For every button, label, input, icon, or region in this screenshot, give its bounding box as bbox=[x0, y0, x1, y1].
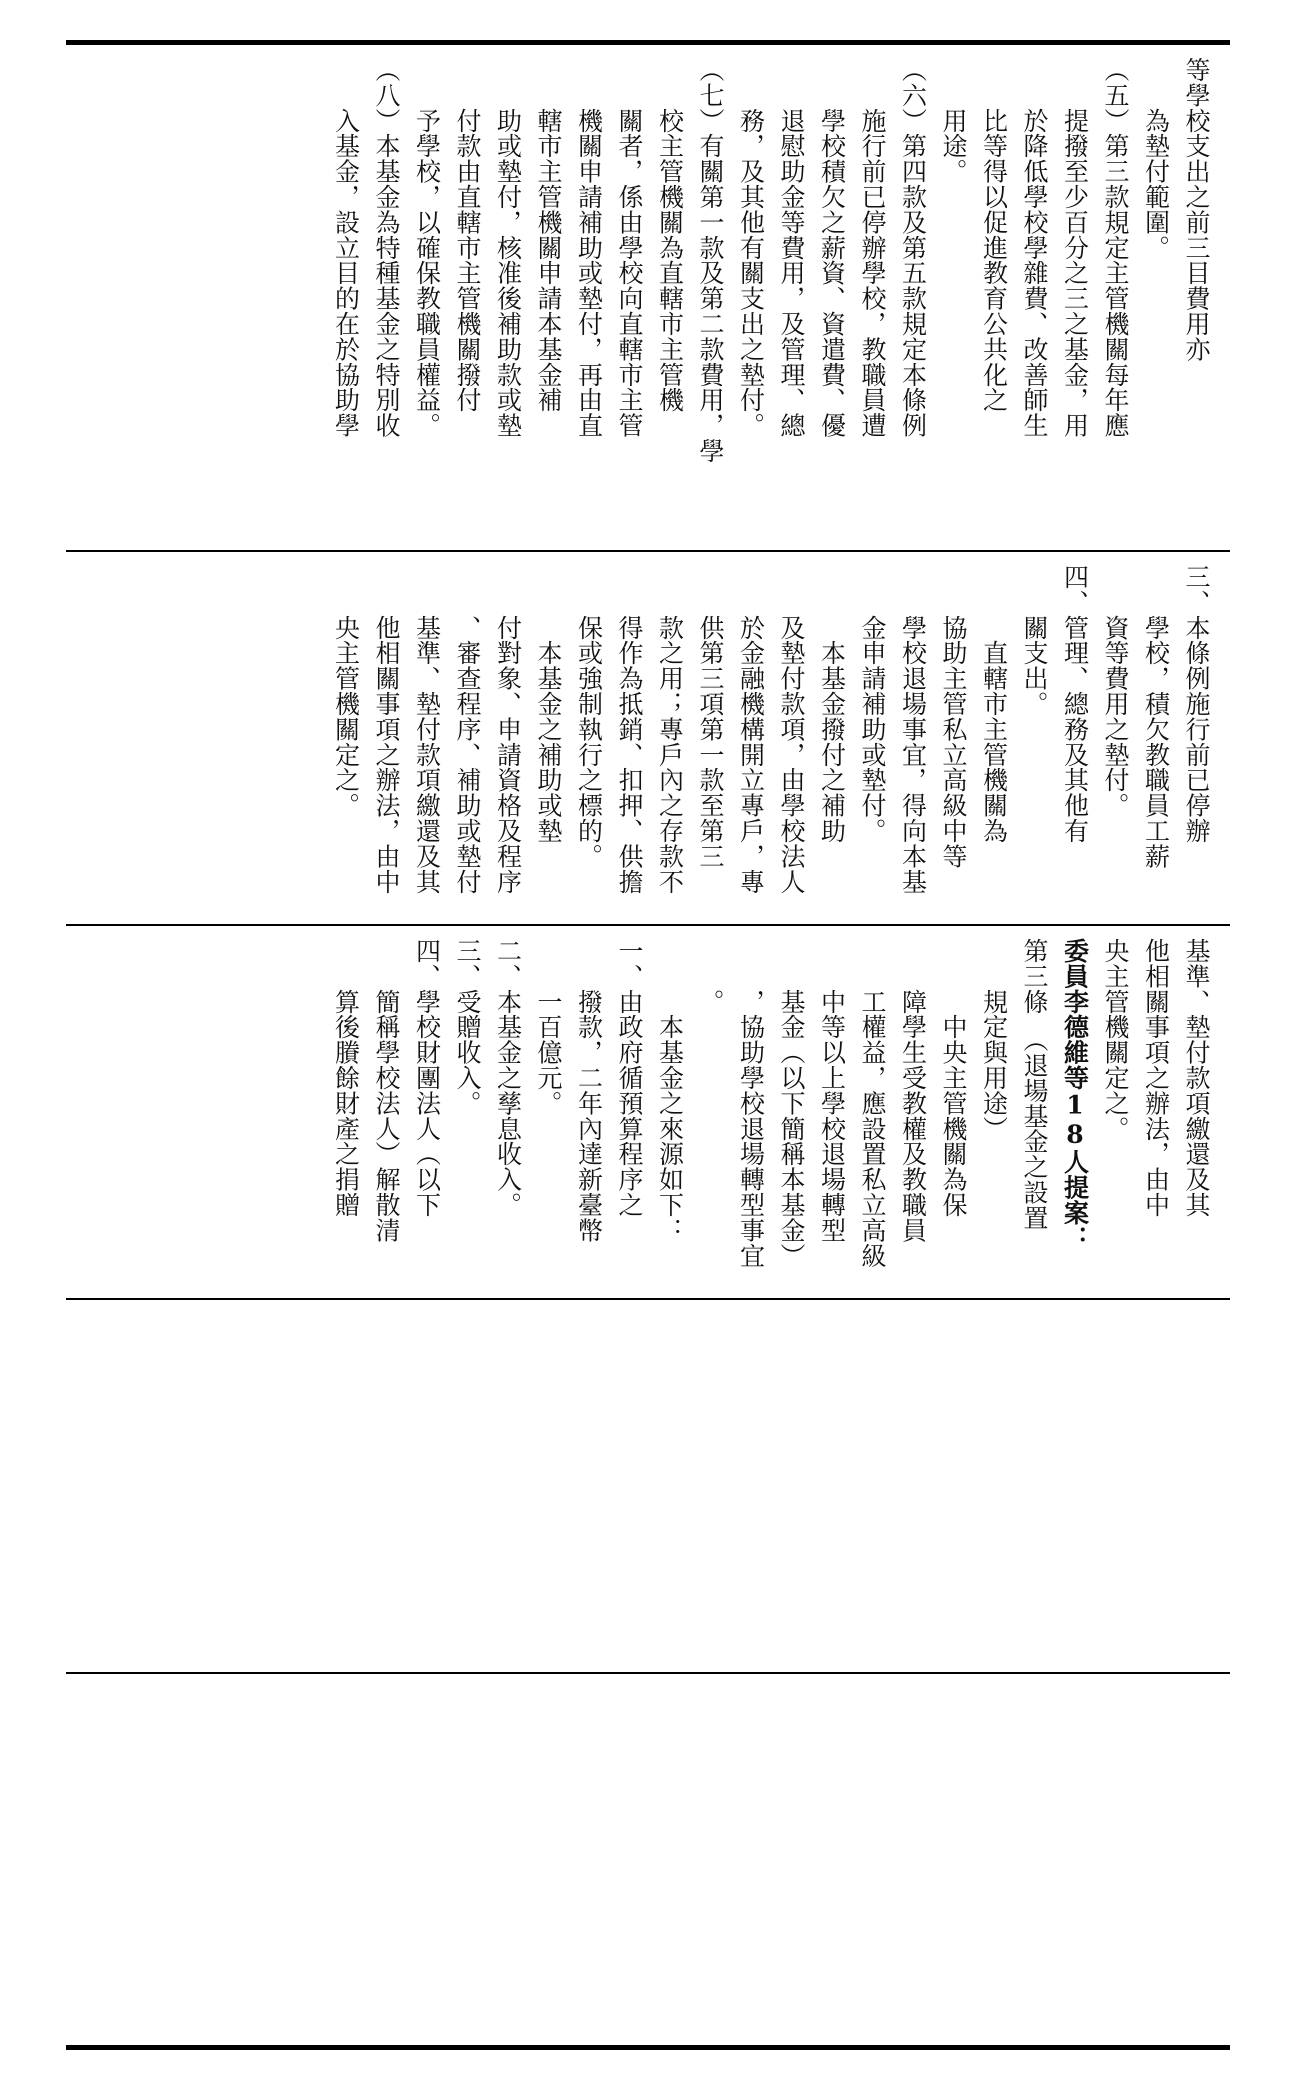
table-row bbox=[66, 552, 1230, 924]
bottom-rule bbox=[66, 2045, 1230, 2050]
text-line: 金申請補助或墊付。 bbox=[858, 564, 887, 844]
table-row bbox=[66, 45, 1230, 550]
text-line: 一、由政府循預算程序之 bbox=[615, 938, 644, 1218]
text-line: 得作為抵銷、扣押、供擔 bbox=[615, 564, 644, 895]
row-text bbox=[325, 57, 1216, 540]
text-line: 付款由直轄市主管機關撥付 bbox=[453, 57, 482, 413]
text-line: 他相關事項之辦法，由中 bbox=[1141, 938, 1171, 1218]
text-line: 學校退場事宜，得向本基 bbox=[898, 564, 928, 895]
text-line: 中等以上學校退場轉型 bbox=[817, 938, 847, 1243]
text-line: 工權益，應設置私立高級 bbox=[858, 938, 887, 1269]
text-line: 央主管機關定之。 bbox=[1101, 938, 1130, 1142]
text-line: 款之用；專戶內之存款不 bbox=[655, 564, 685, 895]
text-line: 用途。 bbox=[939, 57, 968, 184]
text-line: 本基金之補助或墊 bbox=[534, 564, 563, 844]
text-line: （七）有關第一款及第二款費用，學 bbox=[696, 57, 725, 464]
text-line: 轄市主管機關申請本基金補 bbox=[534, 57, 563, 413]
text-line: （六）第四款及第五款規定本條例 bbox=[898, 57, 928, 438]
row-text bbox=[325, 938, 1216, 1288]
text-line: 關者，係由學校向直轄市主管 bbox=[615, 57, 644, 438]
text-line: （五）第三款規定主管機關每年應 bbox=[1101, 57, 1130, 438]
text-line: 關支出。 bbox=[1020, 564, 1049, 717]
text-line: 第三條 （退場基金之設置 bbox=[1020, 938, 1049, 1231]
text-line: 務，及其他有關支出之墊付。 bbox=[736, 57, 766, 438]
text-line: 本基金之來源如下： bbox=[655, 938, 685, 1243]
text-line: 二、本基金之孳息收入。 bbox=[493, 938, 523, 1218]
text-line: 比等得以促進教育公共化之 bbox=[979, 57, 1009, 413]
text-line: 入基金，設立目的在於協助學 bbox=[331, 57, 361, 438]
text-line: 供第三項第一款至第三 bbox=[696, 564, 725, 869]
text-line: 他相關事項之辦法，由中 bbox=[372, 564, 401, 895]
text-line: 予學校，以確保教職員權益。 bbox=[412, 57, 442, 438]
text-line: 障學生受教權及教職員 bbox=[898, 938, 928, 1243]
text-line: 機關申請補助或墊付，再由直 bbox=[574, 57, 604, 438]
text-line: 一百億元。 bbox=[534, 938, 563, 1116]
row-text bbox=[325, 564, 1216, 914]
text-line: 資等費用之墊付。 bbox=[1101, 564, 1130, 818]
table-row bbox=[66, 926, 1230, 1298]
text-line: 基準、墊付款項繳還及其 bbox=[412, 564, 442, 895]
text-line: 為墊付範圍。 bbox=[1141, 57, 1171, 261]
text-line: 中央主管機關為保 bbox=[939, 938, 968, 1218]
text-line: 算後賸餘財產之捐贈 bbox=[331, 938, 361, 1218]
table-row bbox=[66, 1300, 1230, 1672]
text-line: 協助主管私立高級中等 bbox=[939, 564, 968, 869]
text-line: 直轄市主管機關為 bbox=[979, 564, 1009, 844]
text-line: 委員李德維等18人提案： bbox=[1060, 938, 1090, 1251]
text-line: 三、受贈收入。 bbox=[453, 938, 482, 1116]
text-line: 規定與用途） bbox=[979, 938, 1009, 1142]
text-line: 基金（以下簡稱本基金） bbox=[777, 938, 806, 1269]
text-line: 施行前已停辦學校，教職員遭 bbox=[858, 57, 887, 438]
text-line: ，協助學校退場轉型事宜 bbox=[736, 938, 766, 1269]
text-line: 本基金撥付之補助 bbox=[817, 564, 847, 844]
text-line: 保或強制執行之標的。 bbox=[574, 564, 604, 869]
text-line: 提撥至少百分之三之基金，用 bbox=[1060, 57, 1090, 438]
text-line: 簡稱學校法人）解散清 bbox=[372, 938, 401, 1243]
text-line: 。 bbox=[696, 938, 725, 1015]
text-line: 學校積欠之薪資、資遣費、優 bbox=[817, 57, 847, 438]
text-line: 及墊付款項，由學校法人 bbox=[777, 564, 806, 895]
text-line: 基準、墊付款項繳還及其 bbox=[1182, 938, 1211, 1218]
text-line: 、審查程序、補助或墊付 bbox=[453, 564, 482, 895]
text-line: 四、學校財團法人（以下 bbox=[412, 938, 442, 1218]
text-line: 付對象、申請資格及程序 bbox=[493, 564, 523, 895]
text-line: 於金融機構開立專戶，專 bbox=[736, 564, 766, 895]
text-line: 於降低學校學雜費、改善師生 bbox=[1020, 57, 1049, 438]
text-line: 等學校支出之前三目費用亦 bbox=[1182, 57, 1211, 362]
text-line: 撥款，二年內達新臺幣 bbox=[574, 938, 604, 1243]
text-line: 校主管機關為直轄市主管機 bbox=[655, 57, 685, 413]
text-line: 四、管理、總務及其他有 bbox=[1060, 564, 1090, 844]
text-line: 退慰助金等費用，及管理、總 bbox=[777, 57, 806, 438]
text-line: 學校，積欠教職員工薪 bbox=[1141, 564, 1171, 869]
text-line: 央主管機關定之。 bbox=[331, 564, 361, 818]
text-line: 三、本條例施行前已停辦 bbox=[1182, 564, 1211, 844]
text-line: 助或墊付，核准後補助款或墊 bbox=[493, 57, 523, 438]
table-row bbox=[66, 1674, 1230, 2044]
text-line: （八）本基金為特種基金之特別收 bbox=[372, 57, 401, 438]
